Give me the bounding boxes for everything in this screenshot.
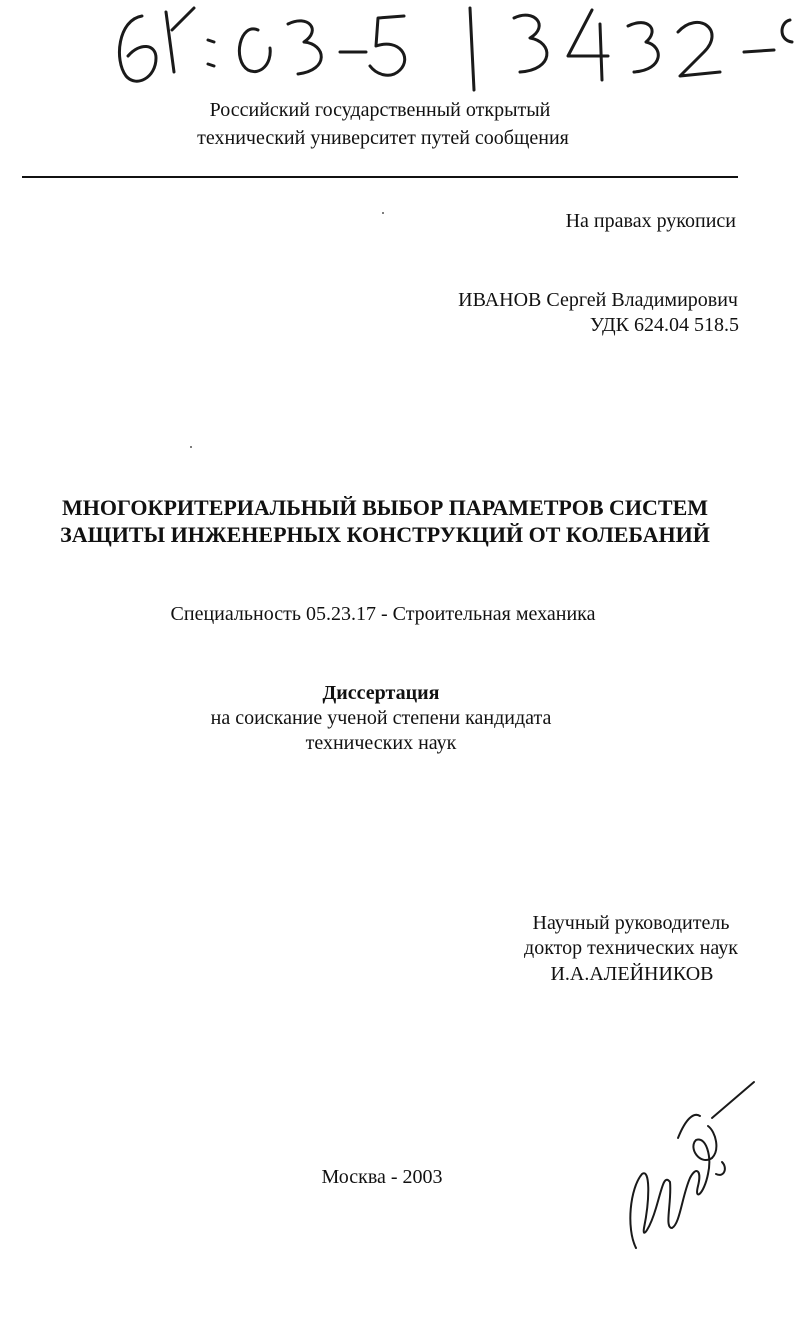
scan-speck (190, 446, 192, 448)
supervisor-name: И.А.АЛЕЙНИКОВ (550, 963, 714, 985)
handwritten-archive-number (108, 0, 796, 92)
dissertation-title-line-2: ЗАЩИТЫ ИНЖЕНЕРНЫХ КОНСТРУКЦИЙ ОТ КОЛЕБАНИЙ (60, 522, 710, 547)
city-year: Москва - 2003 (321, 1166, 443, 1188)
institution-line-2: технический университет путей сообщения (197, 127, 569, 149)
institution-line-1: Российский государственный открытый (209, 99, 551, 121)
speciality: Специальность 05.23.17 - Строительная механика (170, 603, 596, 625)
author-name: ИВАНОВ Сергей Владимирович (458, 289, 738, 311)
supervisor-role: Научный руководитель (532, 912, 730, 934)
dissertation-title-line-1: МНОГОКРИТЕРИАЛЬНЫЙ ВЫБОР ПАРАМЕТРОВ СИСТЕМ (61, 495, 709, 520)
dissertation-degree-line-1: на соискание ученой степени кандидата (210, 707, 552, 729)
header-divider (22, 176, 738, 178)
dissertation-degree-line-2: технических наук (305, 732, 457, 754)
handwritten-signature (620, 1078, 770, 1258)
manuscript-note: На правах рукописи (565, 210, 736, 232)
udk-code: УДК 624.04 518.5 (589, 314, 739, 336)
supervisor-degree: доктор технических наук (524, 937, 738, 959)
dissertation-heading: Диссертация (322, 682, 440, 704)
scan-speck (382, 212, 384, 214)
